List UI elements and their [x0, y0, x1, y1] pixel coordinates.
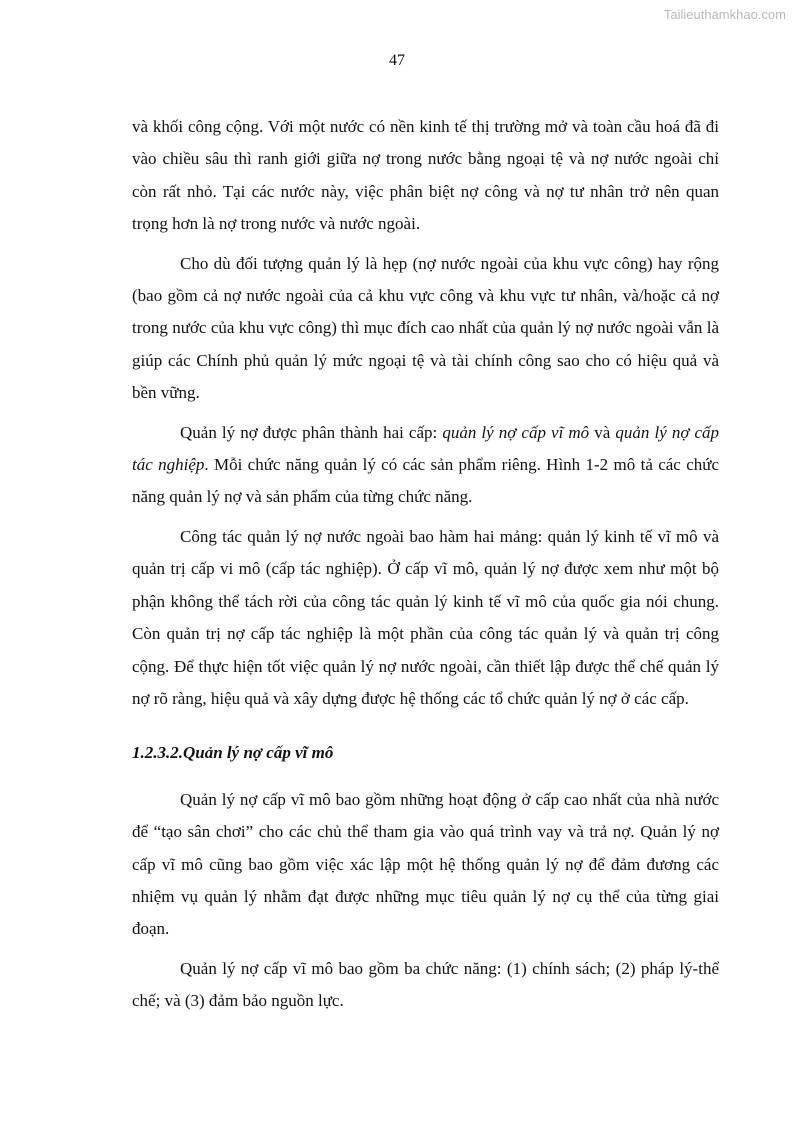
document-body — [132, 111, 719, 1018]
paragraph-3-text-a: Quản lý nợ được phân thành hai cấp: — [180, 422, 443, 442]
term-operational-debt-management: quản lý nợ cấp tác nghiệp — [132, 422, 720, 475]
section-heading: 1.2.3.2.Quản lý nợ cấp vĩ mô — [132, 743, 334, 763]
paragraph-3 — [132, 417, 719, 514]
paragraph-1: và khối công cộng. Với một nước có nền kinh tế thị trường mở và toàn cầu hoá đã đi vào chiều sâu thì ranh giới giữa nợ trong nước bằng ngoại tệ và nợ nước ngoài chỉ còn rất nhỏ. Tại các nước này, việc phân biệt nợ công và nợ tư nhân trở nên quan trọng hơn là nợ trong nước và nước ngoài. — [132, 117, 719, 234]
watermark: Tailieuthamkhao.com — [663, 7, 786, 22]
paragraph-3-text-e: . Mỗi chức năng quản lý có các sản phẩm riêng. Hình 1-2 mô tả các chức năng quản lý nợ và sản phẩm của từng chức năng. — [132, 455, 719, 507]
paragraph-3-text-c: và — [589, 422, 616, 442]
page-number: 47 — [389, 52, 405, 69]
paragraph-4: Công tác quản lý nợ nước ngoài bao hàm hai mảng: quản lý kinh tế vĩ mô và quản trị cấp vi mô (cấp tác nghiệp). Ở cấp vĩ mô, quản lý nợ được xem như một bộ phận không thể tách rời của công tác quản lý kinh tế vĩ mô của quốc gia nói chung. Còn quản trị nợ cấp tác nghiệp là một phần của công tác quản lý và quản trị công cộng. Để thực hiện tốt việc quản lý nợ nước ngoài, cần thiết lập được thể chế quản lý nợ rõ ràng, hiệu quả và xây dựng được hệ thống các tổ chức quản lý nợ ở các cấp. — [132, 526, 719, 708]
paragraph-2: Cho dù đối tượng quản lý là hẹp (nợ nước ngoài của khu vực công) hay rộng (bao gồm cả nợ nước ngoài của cả khu vực công và khu vực tư nhân, và/hoặc cả nợ trong nước của khu vực công) thì mục đích cao nhất của quản lý nợ nước ngoài vẫn là giúp các Chính phủ quản lý mức ngoại tệ và tài chính công sao cho có hiệu quả và bền vững. — [132, 253, 719, 403]
paragraph-5: Quản lý nợ cấp vĩ mô bao gồm những hoạt động ở cấp cao nhất của nhà nước để “tạo sân chơi” cho các chủ thể tham gia vào quá trình vay và trả nợ. Quản lý nợ cấp vĩ mô cũng bao gồm việc xác lập một hệ thống quản lý nợ để đảm đương các nhiệm vụ quản lý nhằm đạt được những mục tiêu quản lý nợ cụ thể của từng giai đoạn. — [132, 789, 719, 939]
term-macro-debt-management: quản lý nợ cấp vĩ mô — [442, 422, 590, 442]
paragraph-6: Quản lý nợ cấp vĩ mô bao gồm ba chức năng: (1) chính sách; (2) pháp lý-thể chế; và (3) đảm bảo nguồn lực. — [132, 958, 719, 1011]
